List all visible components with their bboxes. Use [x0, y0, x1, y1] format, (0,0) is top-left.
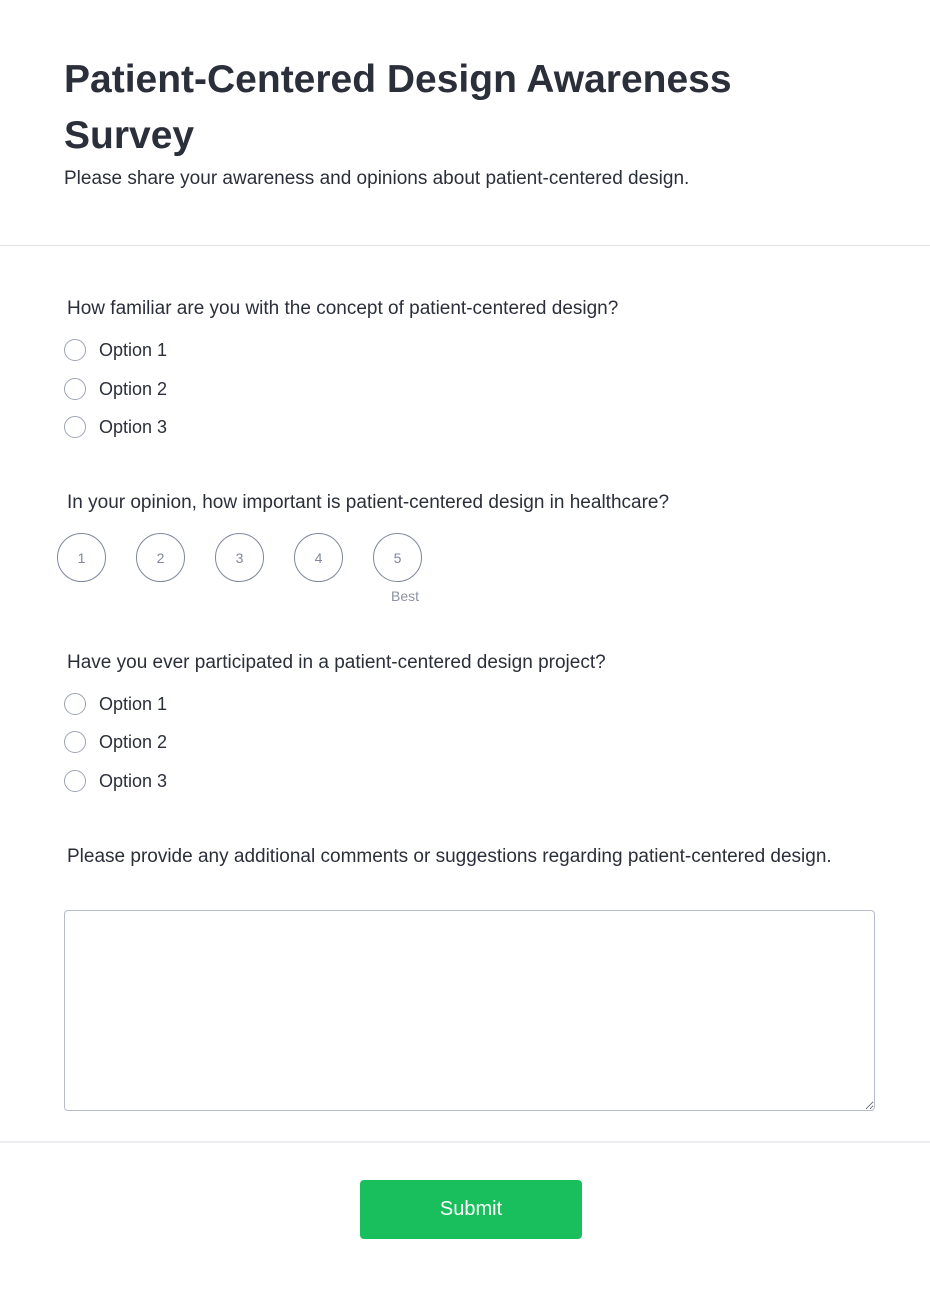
rating-1[interactable]: 1 [57, 533, 106, 582]
option-label: Option 1 [99, 693, 168, 714]
rating-max-label: Best [391, 588, 420, 604]
comments-textarea[interactable] [64, 910, 875, 1111]
rating-4[interactable]: 4 [294, 533, 343, 582]
header-divider [0, 245, 930, 246]
rating-5[interactable]: 5 [373, 533, 422, 582]
rating-2[interactable]: 2 [136, 533, 185, 582]
question-3-label: Have you ever participated in a patient-centered design project? [67, 652, 606, 673]
option-label: Option 2 [99, 731, 168, 752]
q3-option-3[interactable] [64, 768, 167, 794]
radio-button[interactable] [64, 693, 86, 715]
q1-option-3[interactable] [64, 414, 167, 440]
radio-button[interactable] [64, 731, 86, 753]
radio-button[interactable] [64, 770, 86, 792]
page-subtitle: Please share your awareness and opinions about patient-centered design. [64, 168, 690, 189]
option-label: Option 3 [99, 416, 168, 437]
submit-button[interactable]: Submit [360, 1180, 582, 1239]
radio-button[interactable] [64, 339, 86, 361]
q1-option-1[interactable] [64, 337, 167, 363]
radio-button[interactable] [64, 416, 86, 438]
question-2-label: In your opinion, how important is patient-centered design in healthcare? [67, 492, 670, 513]
q1-option-2[interactable] [64, 376, 167, 402]
q3-option-2[interactable] [64, 729, 167, 755]
q3-option-1[interactable] [64, 691, 167, 717]
option-label: Option 2 [99, 378, 168, 399]
page-title: Patient-Centered Design Awareness Survey [64, 58, 732, 157]
footer-divider [0, 1141, 930, 1143]
option-label: Option 1 [99, 339, 168, 360]
radio-button[interactable] [64, 378, 86, 400]
rating-3[interactable]: 3 [215, 533, 264, 582]
question-4-label: Please provide any additional comments or suggestions regarding patient-centered design. [67, 846, 832, 867]
option-label: Option 3 [99, 770, 168, 791]
question-1-label: How familiar are you with the concept of patient-centered design? [67, 298, 619, 319]
